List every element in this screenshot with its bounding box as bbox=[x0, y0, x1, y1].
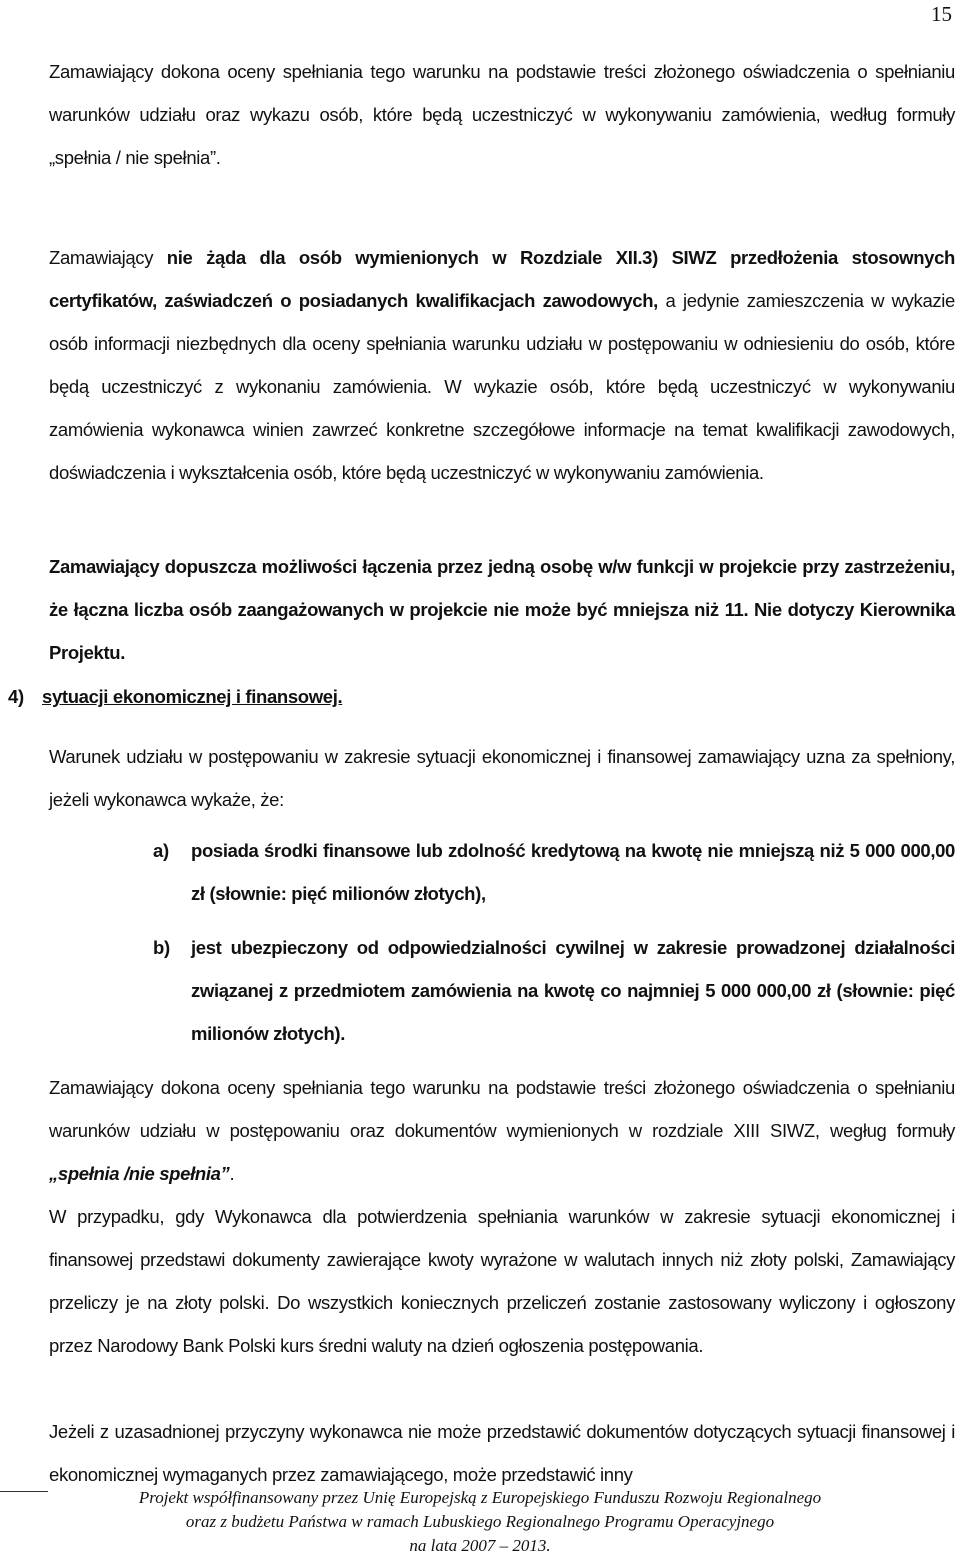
section-4-heading bbox=[8, 686, 342, 708]
list-item-a bbox=[153, 829, 955, 915]
paragraph-other-documents: Jeżeli z uzasadnionej przyczyny wykonawca nie może przedstawić dokumentów dotyczących sytuacji finansowej i ekonomicznej wymaganych przez zamawiającego, może przedstawić inny bbox=[49, 1421, 955, 1485]
paragraph-combining-functions: Zamawiający dopuszcza możliwości łączenia przez jedną osobę w/w funkcji w projekcie przy zastrzeżeniu, że łączna liczba osób zaangażowanych w projekcie nie może być mniejsza niż 11. Nie dotyczy Kierownika Projektu. bbox=[49, 556, 955, 663]
list-item-b bbox=[153, 926, 955, 1055]
assessment-end: . bbox=[229, 1163, 235, 1184]
assessment-formula: „spełnia /nie spełnia” bbox=[49, 1163, 230, 1184]
list-item-text: posiada środki finansowe lub zdolność kredytową na kwotę nie mniejszą niż 5 000 000,00 zł (słownie: pięć milionów złotych), bbox=[191, 840, 955, 904]
footer-line-2: oraz z budżetu Państwa w ramach Lubuskiego Regionalnego Programu Operacyjnego bbox=[185, 1512, 775, 1531]
paragraph-financial-condition: Warunek udziału w postępowaniu w zakresie sytuacji ekonomicznej i finansowej zamawiający uzna za spełniony, jeżeli wykonawca wykaże, że: bbox=[49, 746, 955, 810]
certificates-rest: a jedynie zamieszczenia w wykazie osób informacji niezbędnych dla oceny spełniania warunku udziału w postępowaniu w odniesieniu do osób, które będą uczestniczyć z wykonaniu zamówienia. W wykazie osób, które będą uczestniczyć w wykonywaniu zamówienia wykonawca winien zawrzeć konkretne szczegółowe informacje na temat kwalifikacji zawodowych, doświadczenia i wykształcenia osób, które będą uczestniczyć w wykonywaniu zamówienia. bbox=[49, 290, 955, 483]
paragraph-assessment-staff: Zamawiający dokona oceny spełniania tego warunku na podstawie treści złożonego oświadczenia o spełnianiu warunków udziału oraz wykazu osób, które będą uczestniczyć w wykonywaniu zamówienia, według formuły „spełnia / nie spełnia”. bbox=[49, 61, 955, 168]
footer-line-1: Projekt współfinansowany przez Unię Europejską z Europejskiego Funduszu Rozwoju Regionalnego bbox=[138, 1488, 822, 1507]
list-marker: a) bbox=[153, 840, 169, 861]
footer-line-3: na lata 2007 – 2013. bbox=[409, 1536, 551, 1555]
paragraph-assessment-financial bbox=[49, 1066, 955, 1195]
certificates-bold: nie żąda dla osób wymienionych w Rozdziale XII.3) SIWZ przedłożenia stosownych certyfikatów, zaświadczeń o posiadanych kwalifikacjach zawodowych, bbox=[49, 247, 955, 311]
section-4-number: 4) bbox=[8, 686, 24, 707]
page-footer bbox=[0, 1486, 960, 1558]
section-4-title: sytuacji ekonomicznej i finansowej. bbox=[42, 686, 343, 707]
list-marker: b) bbox=[153, 937, 170, 958]
list-item-text: jest ubezpieczony od odpowiedzialności cywilnej w zakresie prowadzonej działalności związanej z przedmiotem zamówienia na kwotę co najmniej 5 000 000,00 zł (słownie: pięć milionów złotych). bbox=[191, 937, 955, 1044]
paragraph-certificates bbox=[49, 236, 955, 494]
certificates-intro: Zamawiający bbox=[49, 247, 167, 268]
paragraph-currency-conversion: W przypadku, gdy Wykonawca dla potwierdzenia spełniania warunków w zakresie sytuacji ekonomicznej i finansowej przedstawi dokumenty zawierające kwoty wyrażone w walutach innych niż złoty polski, Zamawiający przeliczy je na złoty polski. Do wszystkich koniecznych przeliczeń zostanie zastosowany wyliczony i ogłoszony przez Narodowy Bank Polski kurs średni waluty na dzień ogłoszenia postępowania. bbox=[49, 1206, 955, 1356]
assessment-text: Zamawiający dokona oceny spełniania tego warunku na podstawie treści złożonego oświadczenia o spełnianiu warunków udziału w postępowaniu oraz dokumentów wymienionych w rozdziale XIII SIWZ, wegług formuły bbox=[49, 1077, 955, 1141]
page-number: 15 bbox=[931, 2, 952, 26]
